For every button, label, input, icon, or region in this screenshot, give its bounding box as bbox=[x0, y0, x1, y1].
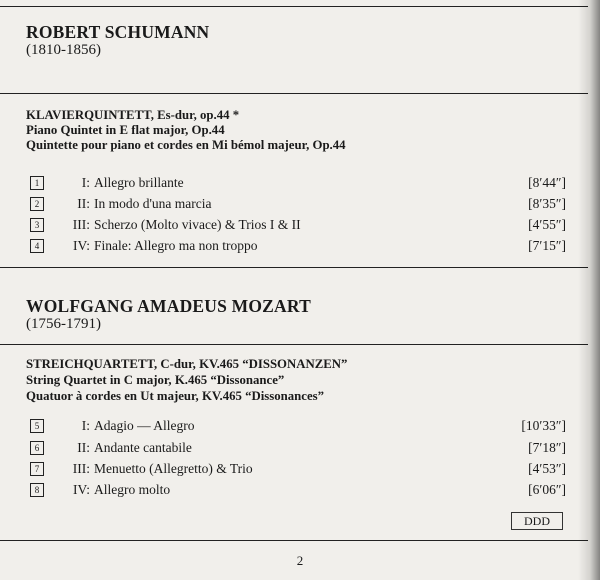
movement-number: IV: bbox=[73, 238, 90, 253]
track-number: 1 bbox=[30, 176, 44, 190]
movement-number: IV: bbox=[73, 482, 90, 497]
section-rule bbox=[0, 344, 588, 345]
work-title-french: Quintette pour piano et cordes en Mi bémol majeur, Op.44 bbox=[26, 138, 346, 152]
composer-name: WOLFGANG AMADEUS MOZART bbox=[26, 296, 311, 316]
composer-name: ROBERT SCHUMANN bbox=[26, 22, 210, 42]
track-title: Menuetto (Allegretto) & Trio bbox=[94, 461, 253, 476]
movement-number: III: bbox=[72, 217, 90, 232]
track-row[interactable] bbox=[30, 217, 566, 235]
recording-code-badge: DDD bbox=[511, 512, 563, 530]
work-title-english: Piano Quintet in E flat major, Op.44 bbox=[26, 123, 225, 137]
movement-number: II: bbox=[77, 196, 90, 211]
track-row[interactable] bbox=[30, 175, 566, 193]
track-number: 3 bbox=[30, 218, 44, 232]
track-duration: [8′44″] bbox=[528, 175, 566, 190]
track-duration: [7′18″] bbox=[528, 440, 566, 455]
composer-dates: (1810-1856) bbox=[26, 42, 101, 58]
track-title: Finale: Allegro ma non troppo bbox=[94, 238, 258, 253]
track-title: In modo d'una marcia bbox=[94, 196, 212, 211]
track-title: Scherzo (Molto vivace) & Trios I & II bbox=[94, 217, 301, 232]
track-row[interactable] bbox=[30, 196, 566, 214]
track-row[interactable] bbox=[30, 418, 566, 436]
track-number: 4 bbox=[30, 239, 44, 253]
binding-shadow bbox=[578, 0, 600, 580]
track-title: Allegro brillante bbox=[94, 175, 184, 190]
track-duration: [6′06″] bbox=[528, 482, 566, 497]
movement-number: II: bbox=[77, 440, 90, 455]
track-duration: [4′55″] bbox=[528, 217, 566, 232]
bottom-rule bbox=[0, 540, 588, 541]
work-title-french: Quatuor à cordes en Ut majeur, KV.465 “Dissonances” bbox=[26, 389, 325, 403]
track-number: 2 bbox=[30, 197, 44, 211]
track-duration: [7′15″] bbox=[528, 238, 566, 253]
page-number: 2 bbox=[296, 553, 304, 568]
track-row[interactable] bbox=[30, 482, 566, 500]
track-row[interactable] bbox=[30, 461, 566, 479]
track-duration: [4′53″] bbox=[528, 461, 566, 476]
movement-number: I: bbox=[81, 418, 90, 433]
work-title-german: STREICHQUARTETT, C-dur, KV.465 “DISSONANZEN” bbox=[26, 357, 348, 371]
work-title-german: KLAVIERQUINTETT, Es-dur, op.44 * bbox=[26, 108, 240, 122]
track-number: 6 bbox=[30, 441, 44, 455]
movement-number: I: bbox=[81, 175, 90, 190]
track-number: 8 bbox=[30, 483, 44, 497]
section-rule bbox=[0, 267, 588, 268]
track-duration: [10′33″] bbox=[521, 418, 566, 433]
movement-number: III: bbox=[72, 461, 90, 476]
track-number: 7 bbox=[30, 462, 44, 476]
track-title: Adagio — Allegro bbox=[94, 418, 195, 433]
track-duration: [8′35″] bbox=[528, 196, 566, 211]
composer-dates: (1756-1791) bbox=[26, 316, 101, 332]
top-rule bbox=[0, 6, 588, 7]
track-title: Allegro molto bbox=[94, 482, 171, 497]
track-title: Andante cantabile bbox=[94, 440, 192, 455]
section-rule bbox=[0, 93, 588, 94]
work-title-english: String Quartet in C major, K.465 “Dissonance” bbox=[26, 373, 285, 387]
track-number: 5 bbox=[30, 419, 44, 433]
track-row[interactable] bbox=[30, 238, 566, 256]
track-row[interactable] bbox=[30, 440, 566, 458]
